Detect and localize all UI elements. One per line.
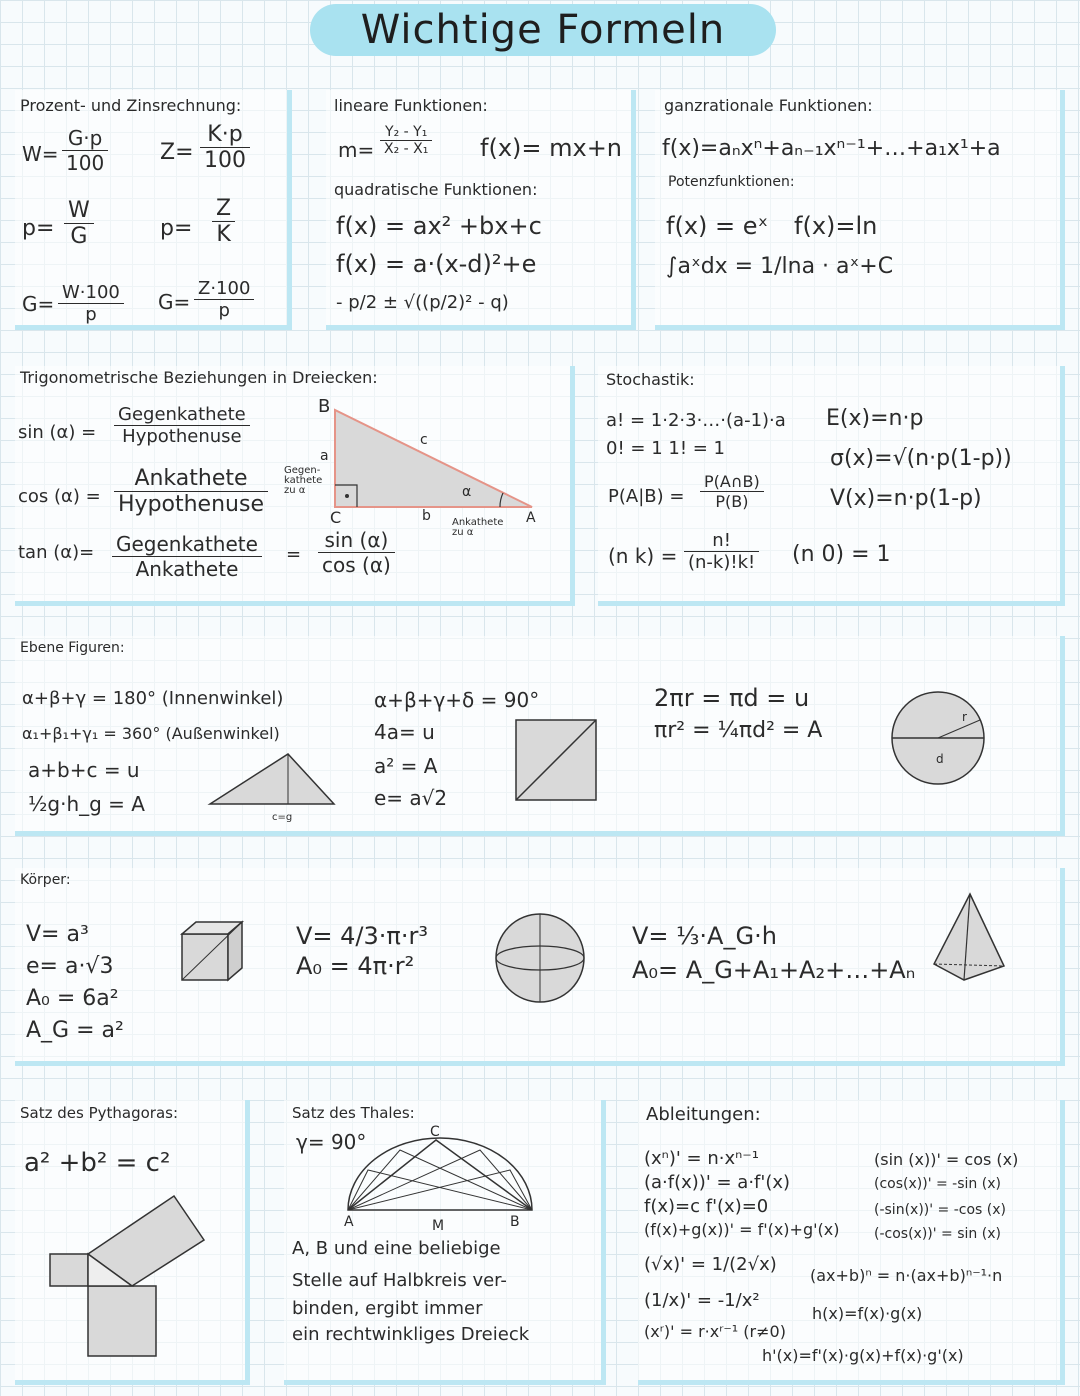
koerper-heading: Körper: (20, 872, 71, 888)
ankathete-label: Ankathete zu α (452, 517, 504, 538)
exp-function: f(x) = eˣ (666, 212, 769, 240)
sc-num: sin (α) (318, 528, 395, 553)
z-lhs: Z= (160, 140, 194, 165)
w-den: 100 (66, 151, 105, 175)
ebene-heading: Ebene Figuren: (20, 640, 125, 656)
box-ableitungen (638, 1100, 1065, 1385)
pq-formula: - p/2 ± √((p/2)² - q) (336, 292, 509, 313)
z-fraction (200, 122, 250, 173)
innenwinkel: α+β+γ = 180° (Innenwinkel) (22, 688, 284, 709)
tan-fraction (112, 532, 262, 581)
thales-text-1: A, B und eine beliebige (292, 1238, 501, 1259)
deriv-l4: (f(x)+g(x))' = f'(x)+g'(x) (644, 1220, 840, 1239)
cube-diagonal: e= a·√3 (26, 954, 114, 979)
deriv-r1: (sin (x))' = cos (x) (874, 1150, 1019, 1169)
sphere-volume: V= 4/3·π·r³ (296, 922, 428, 950)
m-lhs: m= (338, 138, 375, 162)
w-lhs: W= (22, 142, 59, 166)
g2-fraction (194, 278, 254, 321)
tri-base-label: c=g (272, 812, 293, 823)
circle-flaeche: πr² = ¼πd² = A (654, 718, 823, 743)
linear-heading: lineare Funktionen: (334, 96, 488, 115)
trig-heading: Trigonometrische Beziehungen in Dreiecken: (20, 368, 378, 387)
p2-num: Z (212, 196, 235, 222)
cube-volume: V= a³ (26, 922, 89, 947)
sin-cos-fraction (318, 528, 395, 577)
deriv-l5: (√x)' = 1/(2√x) (644, 1254, 777, 1275)
m-den: X₂ - X₁ (384, 141, 429, 157)
sin-fraction (114, 404, 250, 447)
stochastik-heading: Stochastik: (606, 370, 695, 389)
tri-flaeche: ½g·h_g = A (28, 792, 145, 816)
thales-label-B: B (510, 1214, 520, 1230)
quad-formula-1: f(x) = ax² +bx+c (336, 212, 542, 240)
p2-lhs: p= (160, 216, 193, 241)
g2-den: p (218, 300, 230, 321)
quad-formula-2: f(x) = a·(x-d)²+e (336, 250, 537, 278)
g1-fraction (58, 282, 124, 325)
cond-lhs: P(A|B) = (608, 486, 685, 507)
linear-function: f(x)= mx+n (480, 134, 623, 162)
std-deviation: σ(x)=√(n·p(1-p)) (830, 446, 1012, 471)
g1-lhs: G= (22, 292, 55, 316)
tri-label-c: c (420, 432, 428, 448)
ln-function: f(x)=ln (794, 212, 878, 240)
binom-fraction (684, 530, 759, 573)
pyramid-volume: V= ⅓·A_G·h (632, 922, 777, 950)
p2-den: K (216, 222, 231, 247)
tan-den: Ankathete (135, 557, 239, 581)
circle-umfang: 2πr = πd = u (654, 684, 810, 712)
deriv-r3: (-sin(x))' = -cos (x) (874, 1202, 1006, 1218)
circle-label-d: d (936, 752, 944, 766)
p2-fraction (212, 196, 235, 247)
pythagoras-heading: Satz des Pythagoras: (20, 1104, 178, 1122)
z-num: K·p (200, 122, 250, 148)
tan-num: Gegenkathete (112, 532, 262, 557)
deriv-l6: (1/x)' = -1/x² (644, 1290, 760, 1311)
aussenwinkel: α₁+β₁+γ₁ = 360° (Außenwinkel) (22, 724, 280, 743)
thales-label-C: C (430, 1124, 440, 1140)
potenz-heading: Potenzfunktionen: (668, 174, 795, 190)
sin-lhs: sin (α) = (18, 422, 97, 443)
quad-umfang: 4a= u (374, 720, 435, 744)
deriv-r2: (cos(x))' = -sin (x) (874, 1176, 1001, 1192)
p1-den: G (70, 224, 88, 249)
thales-label-M: M (432, 1218, 445, 1234)
quad-heading: quadratische Funktionen: (334, 180, 538, 199)
pythagoras-formula: a² +b² = c² (24, 1148, 171, 1178)
tri-label-C: C (330, 508, 342, 527)
thales-gamma: γ= 90° (296, 1130, 367, 1154)
sin-num: Gegenkathete (114, 404, 250, 426)
tri-label-b: b (422, 508, 431, 524)
quad-diagonale: e= a√2 (374, 786, 448, 810)
g2-num: Z·100 (194, 278, 254, 300)
cos-lhs: cos (α) = (18, 486, 101, 507)
cube-diagram (178, 918, 248, 984)
g1-den: p (85, 304, 97, 325)
tri-label-B: B (318, 396, 331, 417)
circle-label-r: r (962, 710, 967, 724)
quad-angles: α+β+γ+δ = 90° (374, 688, 540, 712)
deriv-l1: (xⁿ)' = n·xⁿ⁻¹ (644, 1148, 760, 1169)
m-fraction (380, 124, 432, 157)
deriv-r7: h'(x)=f'(x)·g(x)+f(x)·g'(x) (762, 1346, 964, 1365)
cos-den: Hypothenuse (118, 492, 264, 517)
variance: V(x)=n·p(1-p) (830, 486, 982, 511)
cos-num: Ankathete (114, 466, 268, 492)
p1-num: W (64, 198, 94, 224)
box-ganzrational (655, 90, 1065, 330)
deriv-l2: (a·f(x))' = a·f'(x) (644, 1172, 791, 1193)
tan-equals: = (286, 544, 302, 565)
w-num: G·p (62, 126, 108, 151)
z-den: 100 (204, 148, 246, 173)
thales-label-A: A (344, 1214, 354, 1230)
g1-num: W·100 (58, 282, 124, 304)
cos-fraction (114, 466, 268, 517)
pyramid-oberflaeche: A₀= A_G+A₁+A₂+…+Aₙ (632, 956, 916, 984)
binom-zero: (n 0) = 1 (792, 542, 891, 567)
prozent-heading: Prozent- und Zinsrechnung: (20, 96, 242, 115)
tri-label-a: a (320, 448, 329, 464)
expected-value: E(x)=n·p (826, 406, 924, 431)
tri-label-alpha: α (462, 484, 472, 500)
cond-num: P(A∩B) (700, 472, 764, 492)
cube-oberflaeche: A₀ = 6a² (26, 986, 119, 1011)
ganzrational-heading: ganzrationale Funktionen: (664, 96, 873, 115)
pythagoras-diagram (44, 1196, 204, 1366)
sphere-oberflaeche: A₀ = 4π·r² (296, 952, 415, 980)
integral-formula: ∫aˣdx = 1/lna · aˣ+C (666, 254, 894, 279)
deriv-l3: f(x)=c f'(x)=0 (644, 1196, 769, 1217)
binom-den: (n-k)!k! (688, 552, 756, 573)
thales-text-3: binden, ergibt immer (292, 1298, 483, 1319)
thales-heading: Satz des Thales: (292, 1104, 415, 1122)
circle-diagram (890, 690, 990, 790)
sin-den: Hypothenuse (122, 426, 242, 447)
page-title: Wichtige Formeln (310, 4, 776, 56)
thales-diagram (340, 1130, 540, 1216)
quad-flaeche: a² = A (374, 754, 438, 778)
g2-lhs: G= (158, 290, 191, 314)
m-num: Y₂ - Y₁ (380, 124, 432, 141)
deriv-l7: (xʳ)' = r·xʳ⁻¹ (r≠0) (644, 1322, 786, 1341)
p1-lhs: p= (22, 216, 55, 241)
binom-num: n! (684, 530, 759, 552)
tan-lhs: tan (α)= (18, 542, 95, 563)
tri-label-A: A (526, 510, 536, 526)
square-diagram (512, 716, 602, 806)
factorial: a! = 1·2·3·…·(a-1)·a (606, 410, 786, 431)
tri-umfang: a+b+c = u (28, 758, 140, 782)
general-triangle-diagram (200, 748, 340, 812)
deriv-r4: (-cos(x))' = sin (x) (874, 1226, 1001, 1242)
ableitungen-heading: Ableitungen: (646, 1104, 761, 1125)
binom-lhs: (n k) = (608, 544, 678, 568)
factorial-zero: 0! = 1 1! = 1 (606, 438, 726, 459)
thales-text-2: Stelle auf Halbkreis ver- (292, 1270, 507, 1291)
deriv-r5: (ax+b)ⁿ = n·(ax+b)ⁿ⁻¹·n (810, 1266, 1003, 1285)
gegenkathete-label: Gegen-kathete zu α (284, 465, 323, 496)
cube-grundflaeche: A_G = a² (26, 1018, 124, 1043)
sphere-diagram (494, 912, 586, 1004)
p1-fraction (64, 198, 94, 249)
thales-text-4: ein rechtwinkliges Dreieck (292, 1324, 530, 1345)
pyramid-diagram (930, 890, 1010, 986)
cond-den: P(B) (715, 492, 749, 511)
w-fraction (62, 126, 108, 175)
ganzrational-formula: f(x)=aₙxⁿ+aₙ₋₁xⁿ⁻¹+…+a₁x¹+a (662, 136, 1001, 161)
sc-den: cos (α) (322, 553, 391, 577)
deriv-r6: h(x)=f(x)·g(x) (812, 1304, 923, 1323)
cond-fraction (700, 472, 764, 511)
